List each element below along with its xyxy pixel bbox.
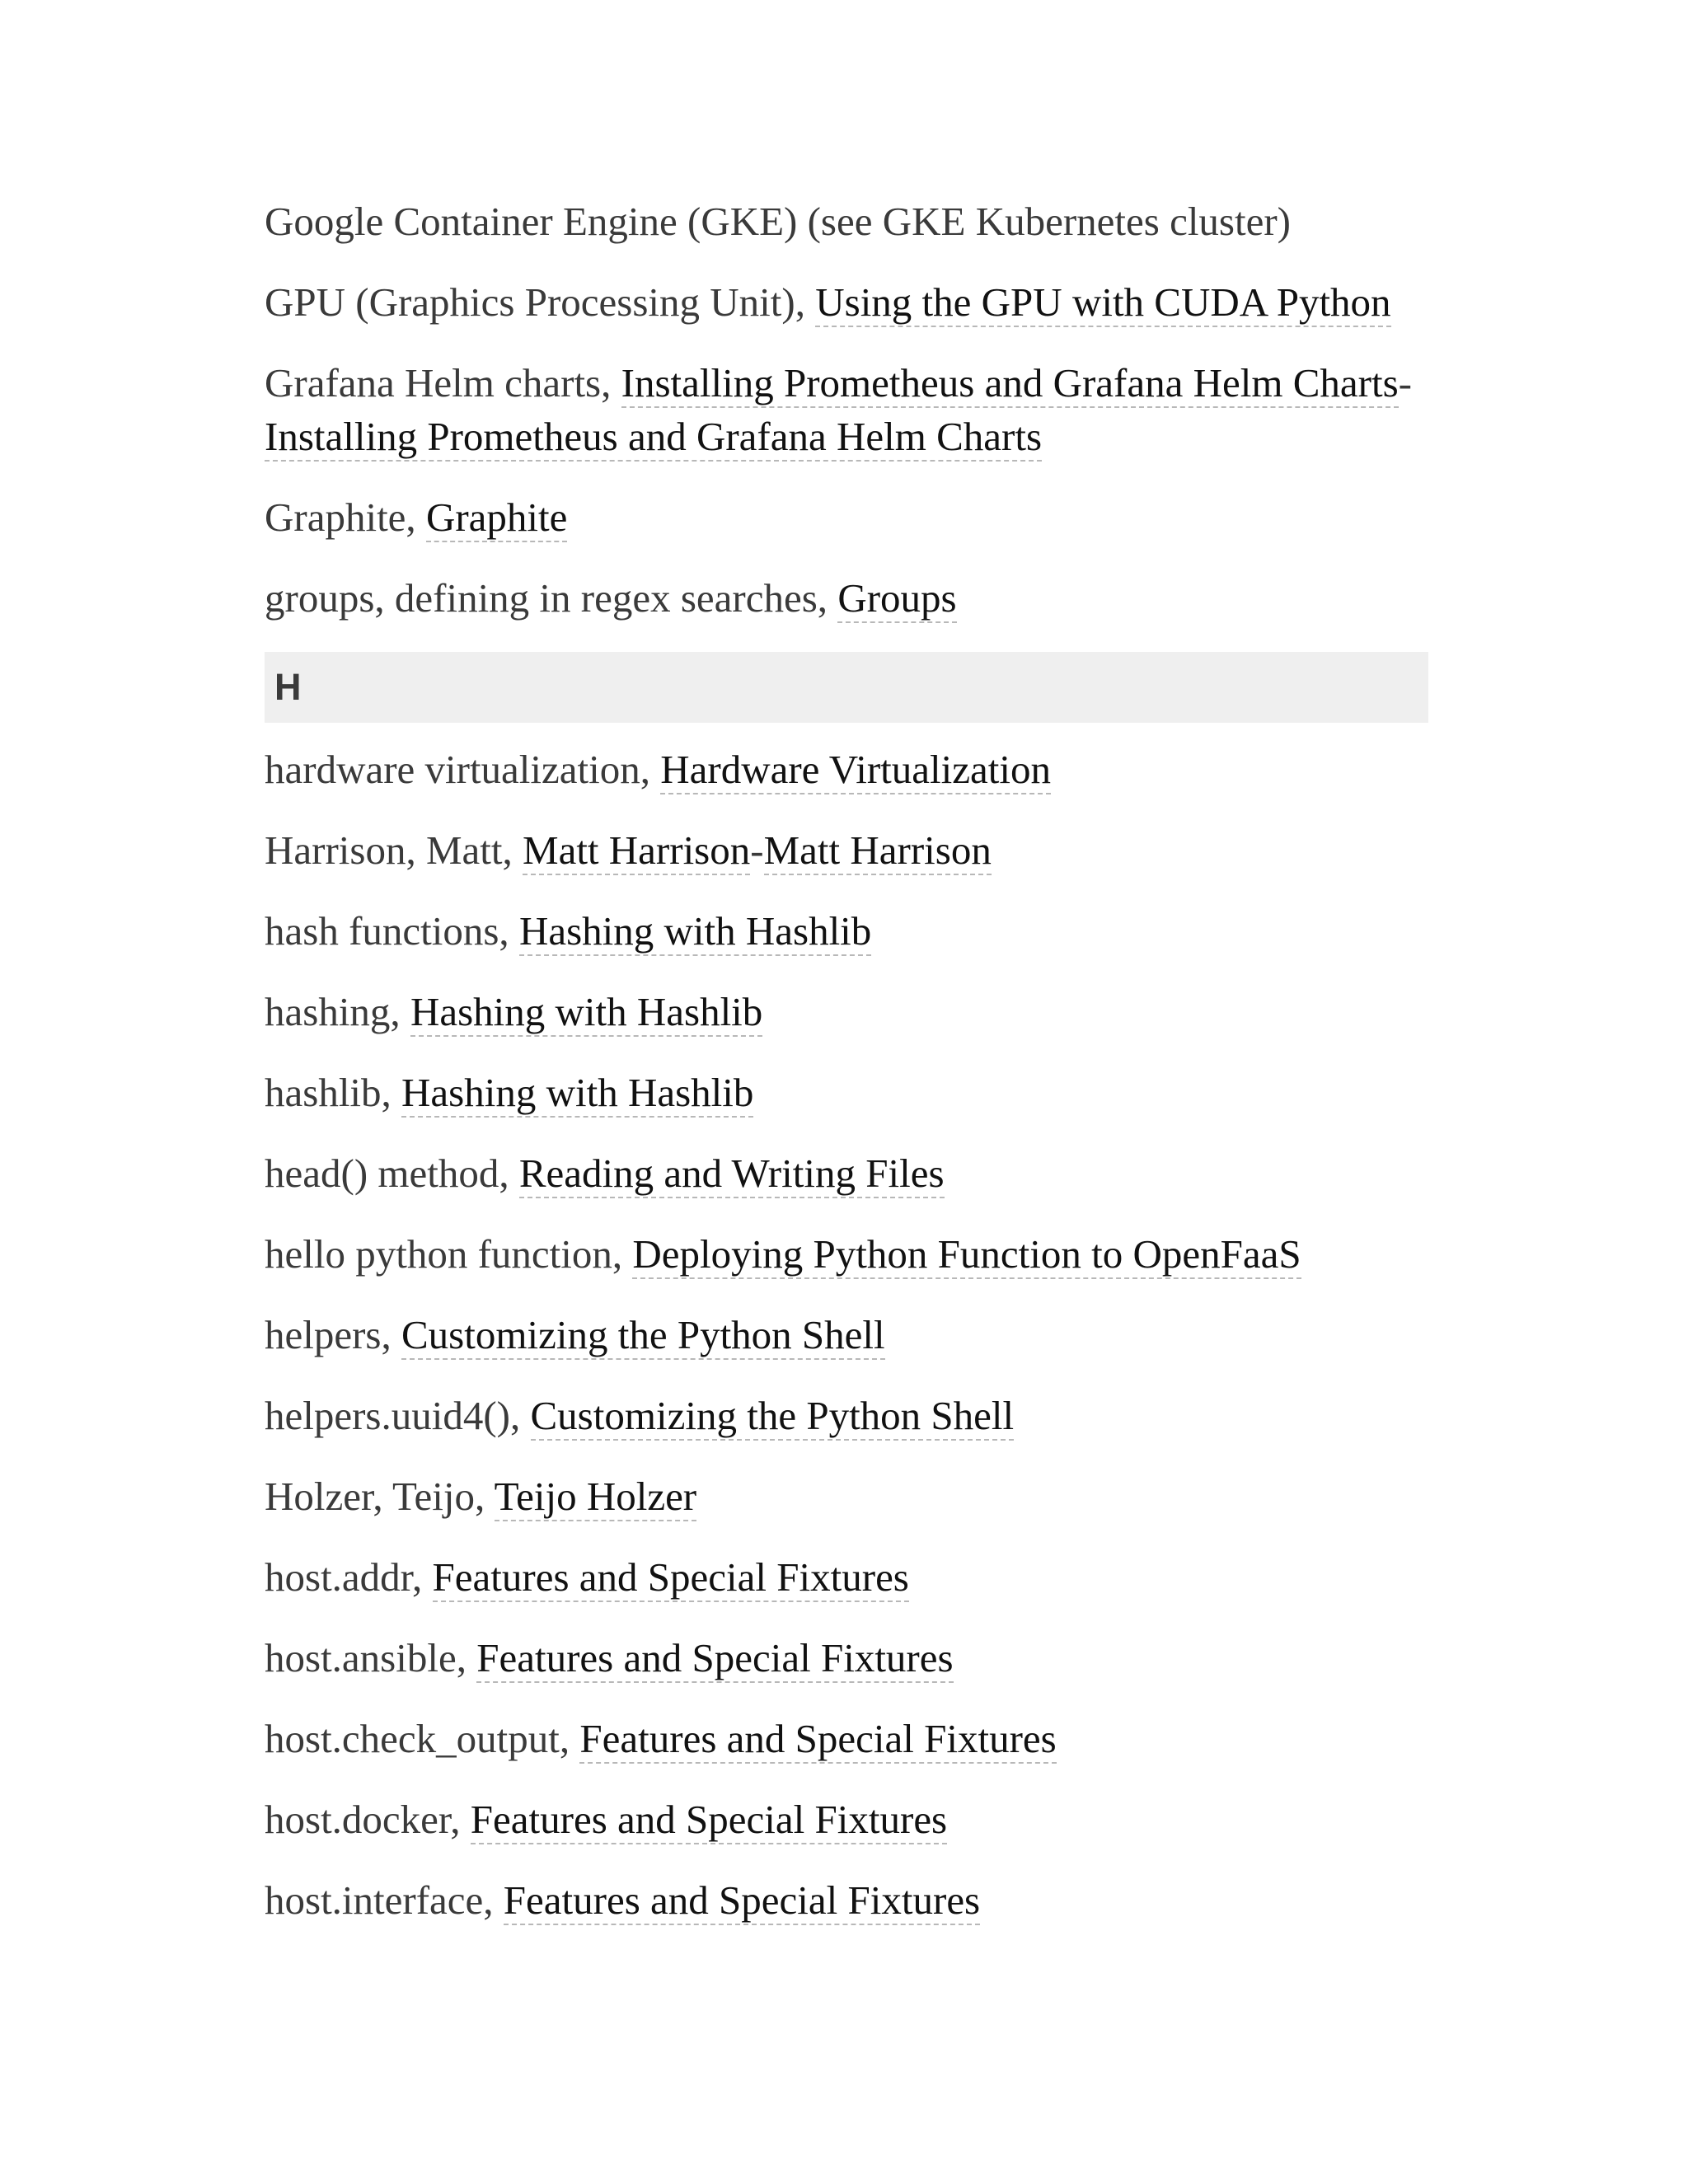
index-entry-gke (265, 194, 1428, 248)
index-link[interactable]: Installing Prometheus and Grafana Helm Charts (265, 414, 1042, 462)
index-entry-grafana (265, 356, 1428, 463)
index-term: Harrison, Matt, (265, 827, 523, 873)
index-entry-hashing (265, 985, 1428, 1038)
index-entry-host-ansible (265, 1631, 1428, 1685)
section-letter: H (274, 666, 302, 708)
index-link[interactable]: Customizing the Python Shell (531, 1393, 1015, 1441)
section-header-h (265, 652, 1428, 723)
index-term: Graphite, (265, 494, 426, 540)
index-link[interactable]: Customizing the Python Shell (401, 1312, 885, 1360)
index-entry-helpers-uuid4 (265, 1389, 1428, 1442)
index-entry-host-docker (265, 1793, 1428, 1846)
index-link[interactable]: Features and Special Fixtures (471, 1797, 947, 1844)
index-link[interactable]: Features and Special Fixtures (433, 1554, 909, 1602)
index-term: host.ansible, (265, 1635, 477, 1680)
index-term: hashing, (265, 989, 410, 1034)
index-link[interactable]: Features and Special Fixtures (476, 1635, 953, 1683)
index-entry-hardware-virtualization (265, 743, 1428, 796)
index-term: Holzer, Teijo, (265, 1474, 495, 1519)
index-link[interactable]: Using the GPU with CUDA Python (815, 279, 1390, 327)
index-link[interactable]: Hashing with Hashlib (519, 908, 871, 956)
index-entry-host-addr (265, 1550, 1428, 1604)
index-term: GPU (Graphics Processing Unit), (265, 279, 816, 325)
index-entry-gpu (265, 275, 1428, 329)
index-link[interactable]: Hashing with Hashlib (401, 1070, 753, 1118)
index-term: hello python function, (265, 1231, 633, 1277)
index-entry-helpers (265, 1308, 1428, 1361)
index-link[interactable]: Matt Harrison (523, 827, 750, 875)
link-separator: - (750, 827, 764, 873)
index-term: host.interface, (265, 1877, 504, 1923)
index-term: helpers, (265, 1312, 401, 1357)
link-separator: - (1398, 360, 1412, 405)
index-link[interactable]: Groups (837, 575, 956, 623)
index-term: host.check_output, (265, 1716, 580, 1761)
index-entry-head-method (265, 1146, 1428, 1200)
index-link[interactable]: Installing Prometheus and Grafana Helm Charts (621, 360, 1399, 408)
index-link[interactable]: Graphite (426, 494, 567, 542)
index-term: groups, defining in regex searches, (265, 575, 838, 621)
index-link[interactable]: Reading and Writing Files (519, 1151, 945, 1198)
index-entry-host-interface (265, 1873, 1428, 1927)
index-entry-holzer (265, 1469, 1428, 1523)
index-entry-hashlib (265, 1066, 1428, 1119)
index-link[interactable]: Hardware Virtualization (660, 747, 1051, 794)
index-link[interactable]: Features and Special Fixtures (504, 1877, 980, 1925)
index-entry-hash-functions (265, 904, 1428, 958)
index-term: helpers.uuid4(), (265, 1393, 531, 1438)
index-term: hardware virtualization, (265, 747, 661, 792)
index-entry-groups (265, 571, 1428, 625)
index-page (265, 194, 1428, 1954)
index-entry-graphite (265, 490, 1428, 544)
index-link[interactable]: Matt Harrison (764, 827, 992, 875)
index-term: Google Container Engine (GKE) (see GKE Kubernetes cluster) (265, 199, 1292, 244)
index-link[interactable]: Hashing with Hashlib (410, 989, 762, 1037)
index-link[interactable]: Teijo Holzer (495, 1474, 697, 1521)
index-entry-harrison (265, 823, 1428, 877)
index-entry-host-check-output (265, 1712, 1428, 1765)
index-term: hashlib, (265, 1070, 402, 1115)
index-term: host.addr, (265, 1554, 433, 1600)
index-term: hash functions, (265, 908, 519, 954)
index-term: Grafana Helm charts, (265, 360, 621, 405)
index-link[interactable]: Deploying Python Function to OpenFaaS (632, 1231, 1301, 1279)
index-link[interactable]: Features and Special Fixtures (579, 1716, 1056, 1764)
index-term: head() method, (265, 1151, 519, 1196)
index-term: host.docker, (265, 1797, 471, 1842)
index-entry-hello-python (265, 1227, 1428, 1281)
